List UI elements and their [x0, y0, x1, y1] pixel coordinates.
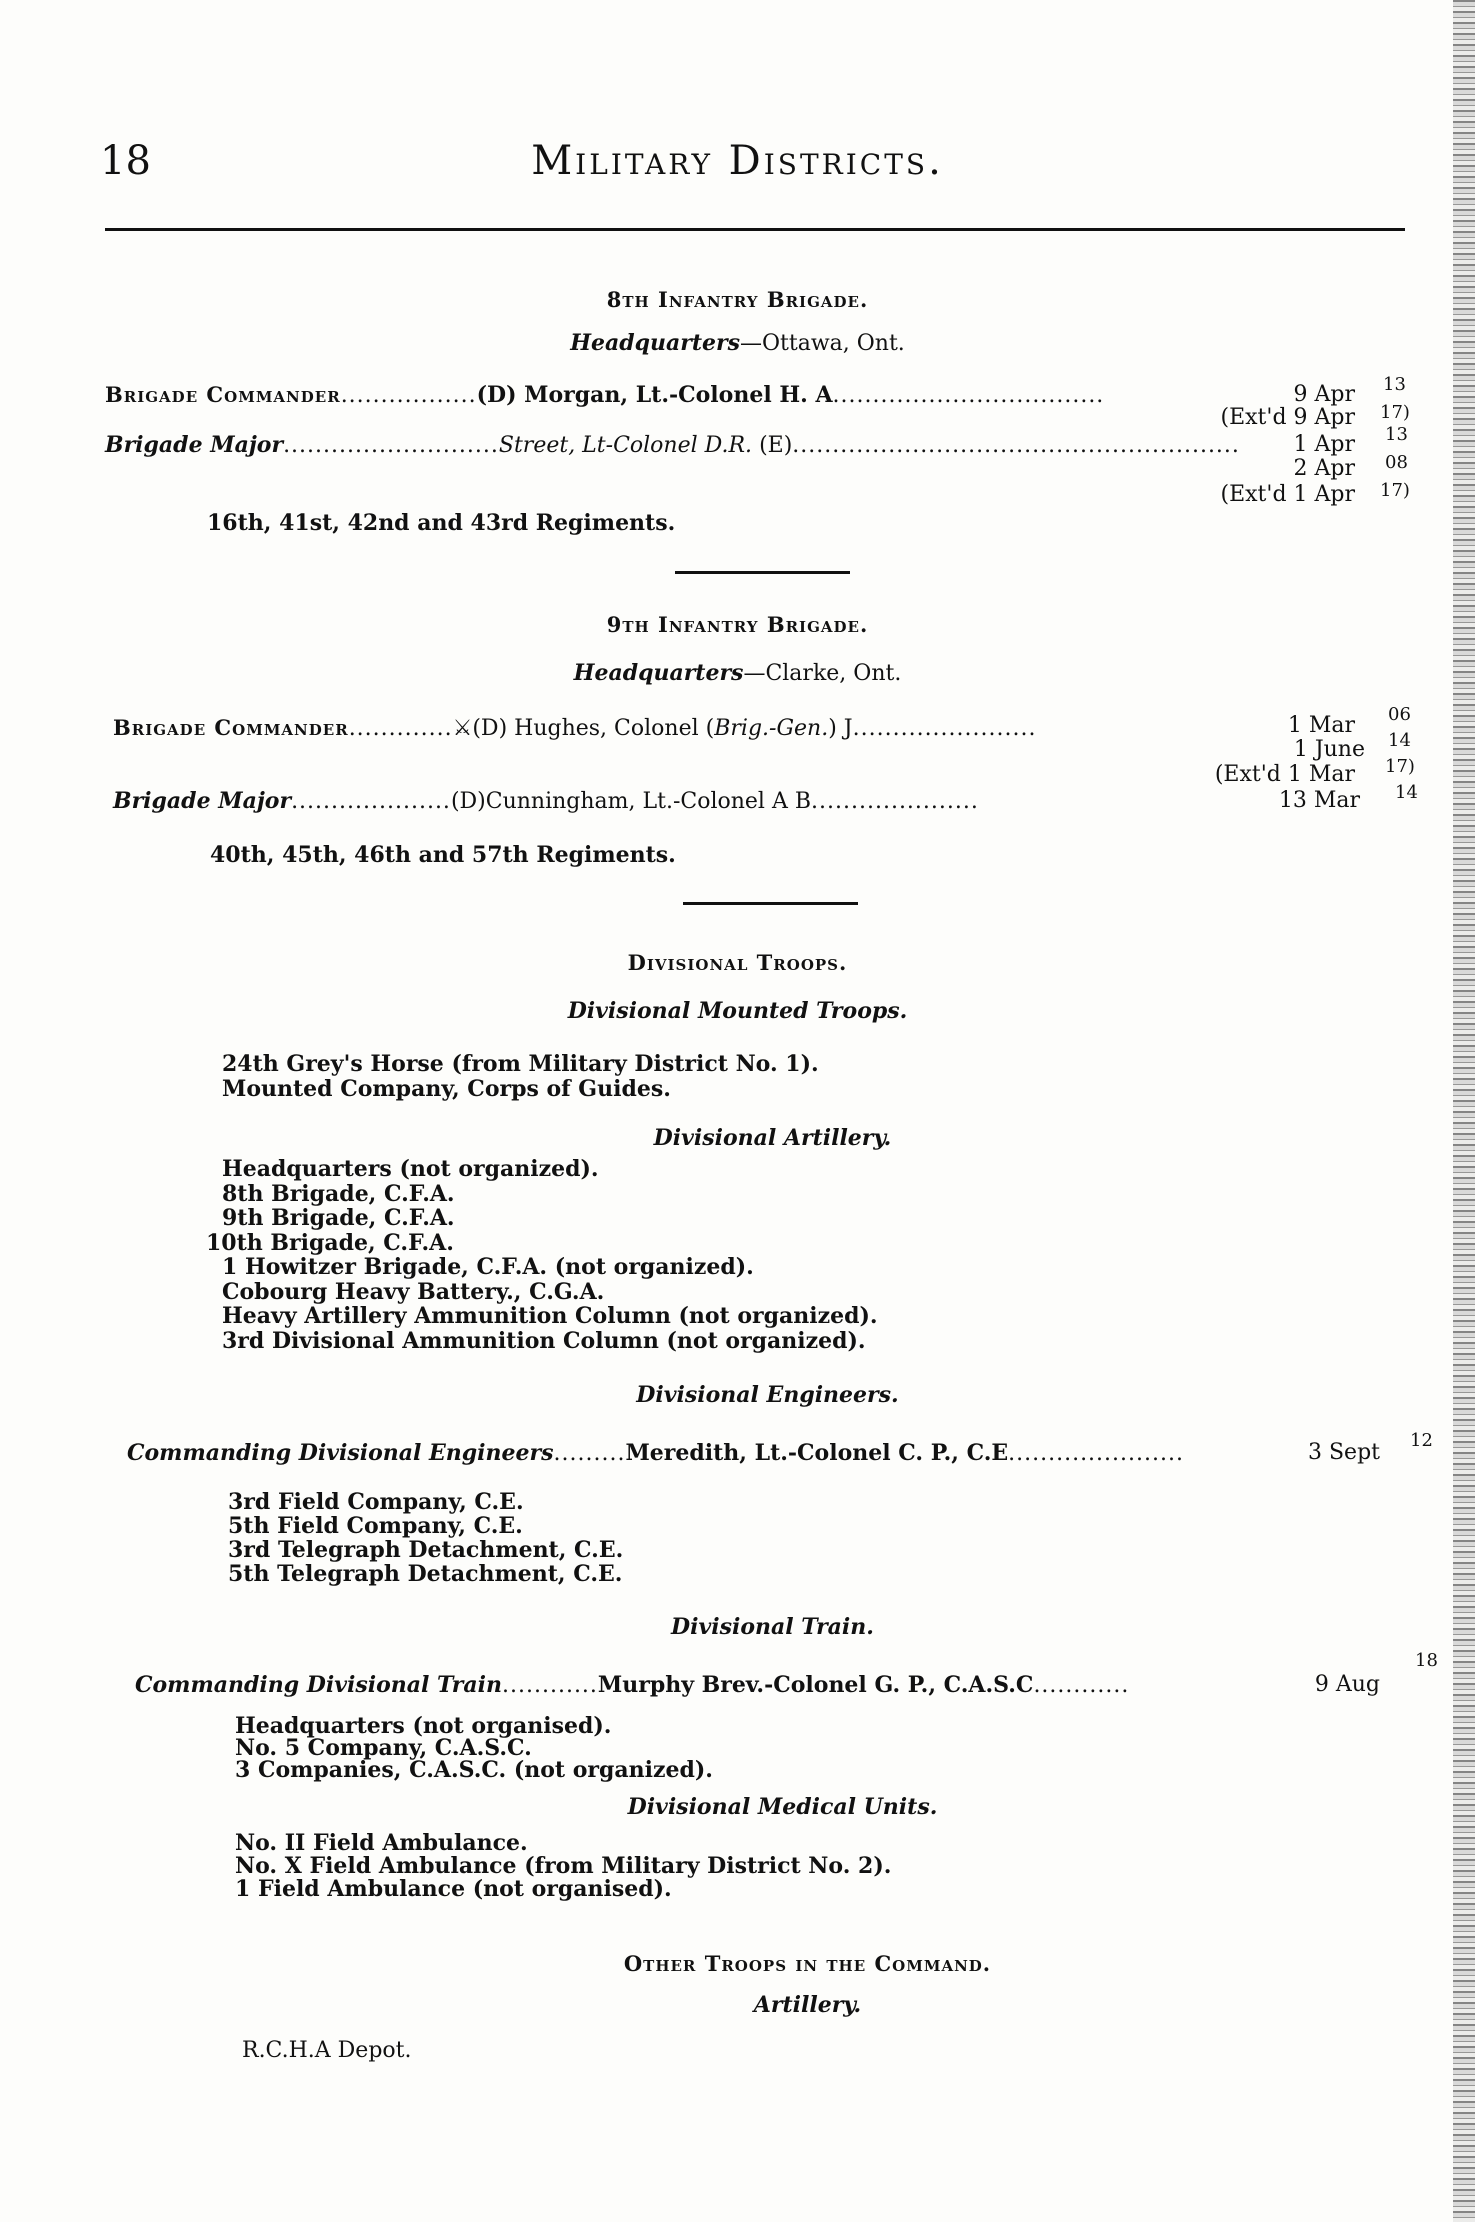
b8-maj-date-1: 1 Apr: [1293, 432, 1355, 457]
list-item: 3rd Field Company, C.E.: [228, 1489, 524, 1515]
b8-cmd-year-1: 13: [1383, 374, 1406, 395]
section-rule: [675, 571, 850, 574]
brigade8-regiments: 16th, 41st, 42nd and 43rd Regiments.: [207, 510, 676, 536]
medical-list: [235, 1832, 891, 1901]
mounted-list: [222, 1052, 819, 1102]
page-number: 18: [100, 138, 151, 184]
list-item: Headquarters (not organized).: [222, 1156, 599, 1182]
list-item: 9th Brigade, C.F.A.: [222, 1205, 455, 1231]
b9-cmd-year-2: 14: [1388, 730, 1411, 751]
major-label: Brigade Major: [113, 788, 292, 814]
list-item: No. X Field Ambulance (from Military District No. 2).: [235, 1853, 892, 1879]
train-cmd-date: 9 Aug: [1314, 1672, 1380, 1697]
brigade9-regiments: 40th, 45th, 46th and 57th Regiments.: [210, 842, 676, 868]
list-item: Headquarters (not organised).: [235, 1713, 612, 1739]
b9-cmd-year-3: 17): [1385, 756, 1415, 777]
b9-cmd-date-1: 1 Mar: [1287, 713, 1355, 738]
engineers-title: Divisional Engineers.: [636, 1382, 899, 1408]
brigade8-hq: Headquarters—Ottawa, Ont.: [570, 330, 905, 356]
major-name: Street, Lt-Colonel D.R.: [498, 433, 753, 458]
b8-cmd-year-2: 17): [1380, 402, 1410, 423]
b9-cmd-year-1: 06: [1388, 704, 1411, 725]
engineers-cmd-date: 3 Sept: [1307, 1440, 1380, 1465]
commander-name: (D) Morgan, Lt.-Colonel H. A: [476, 382, 833, 408]
brigade9-commander-row: Brigade Commander.............⚔(D) Hughes, Colonel (Brig.-Gen.) J.......................: [113, 715, 1037, 741]
b8-cmd-date-2: (Ext'd 9 Apr: [1220, 405, 1355, 430]
other-item: R.C.H.A Depot.: [242, 2038, 412, 2063]
b8-maj-year-2: 08: [1385, 452, 1408, 473]
header-rule: [105, 228, 1405, 231]
list-item: 1 Howitzer Brigade, C.F.A. (not organized).: [222, 1254, 754, 1280]
list-item: 3 Companies, C.A.S.C. (not organized).: [235, 1757, 713, 1783]
list-item: 24th Grey's Horse (from Military District No. 1).: [222, 1051, 819, 1077]
b8-maj-date-3: (Ext'd 1 Apr: [1220, 482, 1355, 507]
list-item: No. II Field Ambulance.: [235, 1830, 528, 1856]
b9-maj-year-1: 14: [1395, 782, 1418, 803]
page-edge: [1453, 0, 1475, 2222]
section-rule: [683, 902, 858, 905]
b8-cmd-date-1: 9 Apr: [1293, 382, 1355, 407]
engineers-cmd-year: 12: [1410, 1430, 1433, 1451]
list-item: No. 5 Company, C.A.S.C.: [235, 1735, 532, 1761]
train-list: [235, 1715, 713, 1781]
b8-maj-date-2: 2 Apr: [1293, 456, 1355, 481]
train-cmd-year: 18: [1415, 1650, 1438, 1671]
crossed-swords-icon: ⚔: [452, 716, 473, 741]
list-item: Heavy Artillery Ammunition Column (not organized).: [222, 1303, 878, 1329]
brigade8-title: 8th Infantry Brigade.: [606, 287, 869, 312]
brigade8-commander-row: Brigade Commander.................(D) Morgan, Lt.-Colonel H. A..................................: [105, 382, 1105, 408]
brigade8-major-row: Brigade Major...........................Street, Lt-Colonel D.R. (E)........................................................: [105, 432, 1240, 458]
major-label: Brigade Major: [105, 432, 284, 458]
train-title: Divisional Train.: [671, 1614, 874, 1640]
running-head: Military Districts.: [531, 138, 944, 184]
list-item: 1 Field Ambulance (not organised).: [235, 1876, 672, 1902]
list-item: 5th Field Company, C.E.: [228, 1513, 523, 1539]
medical-title: Divisional Medical Units.: [627, 1794, 938, 1820]
commander-label: Brigade Commander: [105, 382, 341, 407]
brigade9-hq: Headquarters—Clarke, Ont.: [573, 660, 902, 686]
b9-cmd-date-2: 1 June: [1293, 737, 1365, 762]
mounted-title: Divisional Mounted Troops.: [567, 998, 908, 1024]
divisional-title: Divisional Troops.: [627, 950, 848, 975]
b8-maj-year-1: 13: [1385, 424, 1408, 445]
engineers-cmd-row: Commanding Divisional Engineers.........Meredith, Lt.-Colonel C. P., C.E......................: [127, 1440, 1184, 1466]
engineers-list: [228, 1490, 623, 1586]
list-item: Cobourg Heavy Battery., C.G.A.: [222, 1278, 605, 1305]
commander-label: Brigade Commander: [113, 715, 349, 740]
list-item: 8th Brigade, C.F.A.: [222, 1180, 455, 1207]
train-cmd-row: Commanding Divisional Train............Murphy Brev.-Colonel G. P., C.A.S.C............: [135, 1672, 1130, 1698]
list-item: Mounted Company, Corps of Guides.: [222, 1076, 671, 1102]
artillery-title: Divisional Artillery.: [653, 1125, 892, 1151]
other-artillery-title: Artillery.: [753, 1992, 862, 2018]
brigade9-major-row: Brigade Major....................(D)Cunningham, Lt.-Colonel A B.....................: [113, 788, 979, 814]
b8-maj-year-3: 17): [1380, 480, 1410, 501]
major-name: (D)Cunningham, Lt.-Colonel A B: [450, 789, 812, 814]
artillery-list: [206, 1156, 878, 1354]
list-item: 5th Telegraph Detachment, C.E.: [228, 1561, 623, 1587]
other-title: Other Troops in the Command.: [623, 1951, 992, 1976]
b9-cmd-date-3: (Ext'd 1 Mar: [1214, 762, 1355, 787]
list-item: 3rd Telegraph Detachment, C.E.: [228, 1537, 624, 1563]
list-item: 10th Brigade, C.F.A.: [206, 1229, 454, 1256]
commander-name: (D) Hughes, Colonel: [472, 716, 699, 741]
list-item: 3rd Divisional Ammunition Column (not organized).: [222, 1327, 866, 1354]
brigade9-title: 9th Infantry Brigade.: [606, 612, 869, 637]
b9-maj-date-1: 13 Mar: [1278, 788, 1360, 813]
